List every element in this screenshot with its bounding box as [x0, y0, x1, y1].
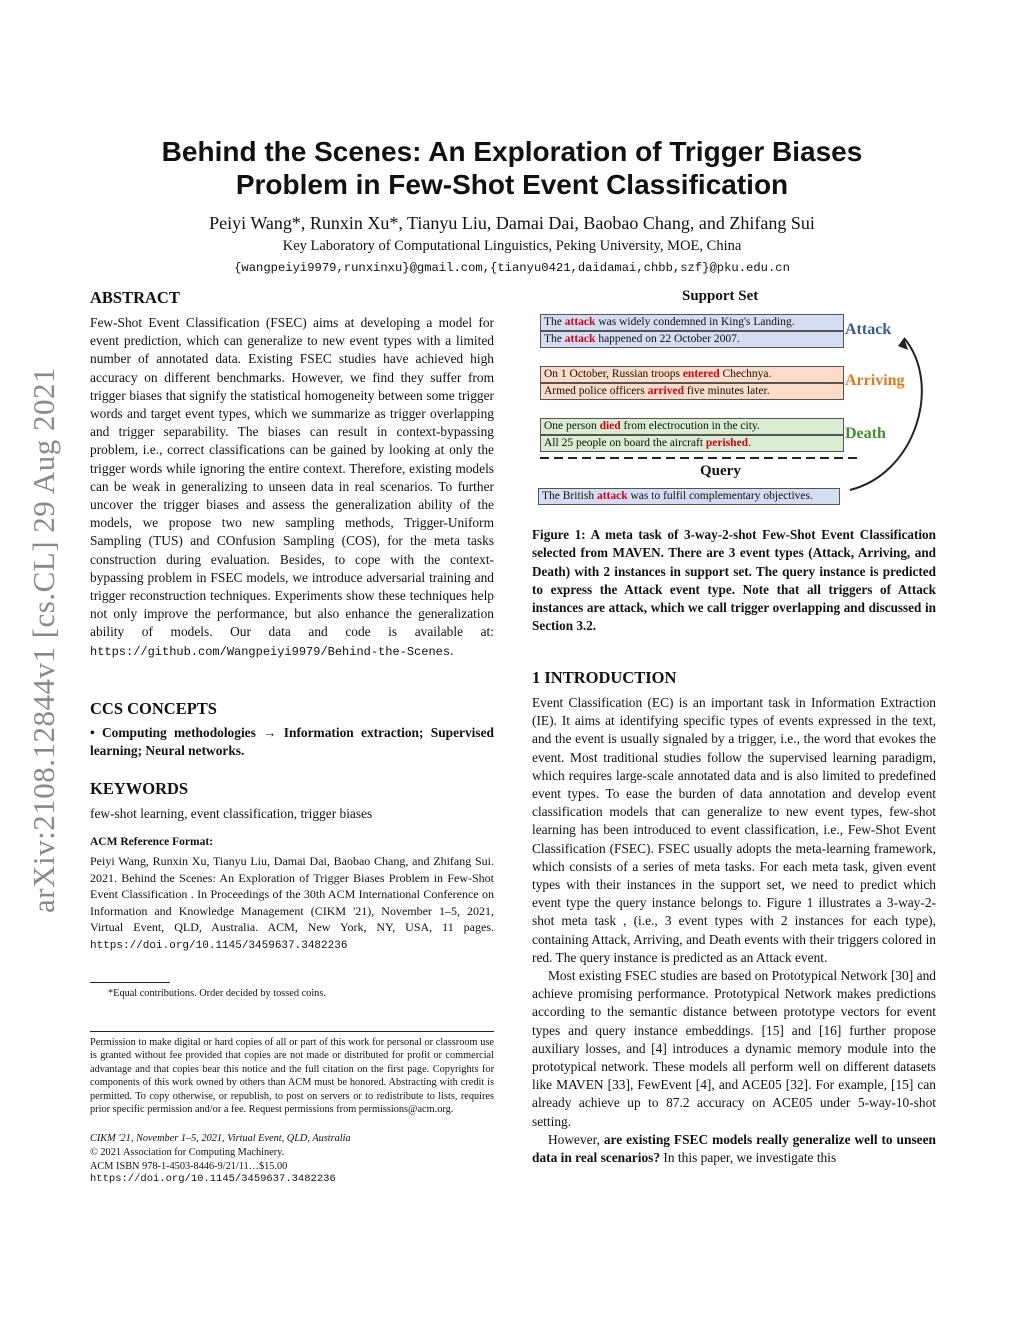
- abstract-url[interactable]: https://github.com/Wangpeiyi9979/Behind-the-Scenes: [90, 644, 451, 659]
- support-set-title: Support Set: [682, 288, 759, 304]
- emails: {wangpeiyi9979,runxinxu}@gmail.com,{tianyu0421,daidamai,chbb,szf}@pku.edu.cn: [234, 261, 790, 275]
- intro-body: [532, 694, 936, 1167]
- support-sentence-arriving-2: Armed police officers arrived five minutes later.: [540, 383, 844, 400]
- support-sentence-death-1: One person died from electrocution in the city.: [540, 418, 844, 435]
- paper-title-line1: Behind the Scenes: An Exploration of Trigger Biases: [161, 136, 863, 167]
- abstract-text: Few-Shot Event Classification (FSEC) aims at developing a model for event prediction, which can generalize to new event types with a limited number of annotated data. Existing FSEC studies have achieved high accuracy on different benchmarks. However, we find they suffer from trigger biases that signify the statistical homogeneity between some trigger words and target event types, which we summarize as trigger overlapping and trigger separability. The biases can result in context-bypassing problem, i.e., correct classifications can be gained by looking at only the trigger words while ignoring the entire context. Therefore, existing models can be weak in generalizing to unseen data in real scenarios. To further uncover the trigger biases and assess the generalization ability of the models, we propose two new sampling methods, Trigger-Uniform Sampling (TUS) and COnfusion Sampling (COS), for the meta tasks construction during evaluation. Besides, to cope with the context-bypassing problem in FSEC models, we introduce adversarial training and trigger reconstruction techniques. Experiments show these techniques help not only improve the performance, but also enhance the generalization ability of models. Our data and code is available at:: [90, 315, 494, 640]
- affiliation: Key Laboratory of Computational Linguistics, Peking University, MOE, China: [282, 238, 742, 254]
- paper-title-line2: Problem in Few-Shot Event Classification: [235, 169, 789, 200]
- keywords-heading: KEYWORDS: [90, 779, 189, 798]
- prediction-arrow: [850, 338, 922, 490]
- permission-doi[interactable]: https://doi.org/10.1145/3459637.3482236: [90, 1173, 336, 1185]
- ccs-text: • Computing methodologies → Information extraction; Supervised learning; Neural networks.: [90, 725, 494, 759]
- arxiv-stamp: arXiv:2108.12844v1 [cs.CL] 29 Aug 2021: [26, 367, 61, 913]
- figure-1: [532, 288, 942, 518]
- intro-paragraph-1: Event Classification (EC) is an important task in Information Extraction (IE). It aims at identifying specific types of events expressed in the text, and the event is usually signaled by a trigger, i.e., the word that evokes the event. Most traditional studies follow the supervised learning paradigm, which requires large-scale annotated data and is also limited to predefined event types. To ease the burden of data annotation and develop event classification models that can generalize to new event types, few-shot learning has been introduced to event classification, i.e., Few-Shot Event Classification (FSEC). FSEC usually adopts the meta-learning framework, which consists of a series of meta tasks. For each meta task, given event types with their instances in the support set, we need to predict which event type the query instance belongs to. Figure 1 illustrates a 3-way-2-shot meta task , (i.e., 3 event types with 2 instances for each type), containing Attack, Arriving, and Death events with their triggers colored in red. The query instance is predicted as an Attack event.: [532, 695, 936, 965]
- authors: Peiyi Wang*, Runxin Xu*, Tianyu Liu, Damai Dai, Baobao Chang, and Zhifang Sui: [209, 213, 815, 233]
- abstract-body: Few-Shot Event Classification (FSEC) aims at developing a model for event prediction, which can generalize to new event types with a limited number of annotated data. Existing FSEC studies have achieved high accuracy on different benchmarks. However, we find they suffer from trigger biases that signify the statistical homogeneity between some trigger words and target event types, which we summarize as trigger overlapping and trigger separability. The biases can result in context-bypassing problem, i.e., correct classifications can be gained by looking at only the trigger words while ignoring the entire context. Therefore, existing models can be weak in generalizing to unseen data in real scenarios. To further uncover the trigger biases and assess the generalization ability of the models, we propose two new sampling methods, Trigger-Uniform Sampling (TUS) and COnfusion Sampling (COS), for the meta tasks construction during evaluation. Besides, to cope with the context-bypassing problem in FSEC models, we introduce adversarial training and trigger reconstruction techniques. Experiments show these techniques help not only improve the performance, but also enhance the generalization ability of models. Our data and code is available at: https://github.com/Wangpeiyi9979/Behind-the-Scenes.: [90, 315, 494, 659]
- permission-rule: [90, 1031, 494, 1032]
- label-attack: Attack: [845, 321, 892, 338]
- intro-paragraph-3: However, are existing FSEC models really generalize well to unseen data in real scenarios? In this paper, we investigate this: [532, 1131, 936, 1166]
- acm-ref-text: Peiyi Wang, Runxin Xu, Tianyu Liu, Damai Dai, Baobao Chang, and Zhifang Sui. 2021. Behind the Scenes: An Exploration of Trigger Biases Problem in Few-Shot Event Classification . In Proceedings of the 30th ACM International Conference on Information and Knowledge Management (CIKM '21), November 1–5, 2021, Virtual Event, QLD, Australia. ACM, New York, NY, USA, 11 pages.: [90, 854, 494, 934]
- acm-ref-doi[interactable]: https://doi.org/10.1145/3459637.3482236: [90, 939, 348, 952]
- acm-ref-heading: ACM Reference Format:: [90, 836, 214, 848]
- query-sentence: The British attack was to fulfil complementary objectives.: [538, 488, 840, 505]
- support-sentence-attack-1: The attack was widely condemned in King's Landing.: [540, 314, 844, 331]
- footnote: *Equal contributions. Order decided by tossed coins.: [108, 988, 326, 999]
- label-arriving: Arriving: [845, 372, 905, 389]
- query-title: Query: [700, 463, 741, 479]
- support-sentence-death-2: All 25 people on board the aircraft perished.: [540, 435, 844, 452]
- permission-text: Permission to make digital or hard copies of all or part of this work for personal or classroom use is granted without fee provided that copies are not made or distributed for profit or commercial advantage and that copies bear this notice and the full citation on the first page. Copyrights for components of this work owned by others than ACM must be honored. Abstracting with credit is permitted. To copy otherwise, or republish, to post on servers or to redistribute to lists, requires prior specific permission and/or a fee. Request permissions from permissions@acm.org.: [90, 1037, 494, 1116]
- permission-isbn: ACM ISBN 978-1-4503-8446-9/21/11…$15.00: [90, 1161, 288, 1172]
- figure-caption: Figure 1: A meta task of 3-way-2-shot Few-Shot Event Classification selected from MAVEN. There are 3 event types (Attack, Arriving, and Death) with 2 instances in support set. The query instance is predicted to express the Attack event type. Note that all triggers of Attack instances are attack, which we call trigger overlapping and discussed in Section 3.2.: [532, 527, 936, 634]
- abstract-heading: ABSTRACT: [90, 288, 180, 307]
- keywords-text: few-shot learning, event classification, trigger biases: [90, 806, 373, 821]
- footnote-rule: [90, 982, 170, 983]
- intro-heading: 1 INTRODUCTION: [532, 668, 677, 687]
- label-death: Death: [845, 425, 886, 442]
- support-sentence-attack-2: The attack happened on 22 October 2007.: [540, 331, 844, 348]
- permission-venue: CIKM '21, November 1–5, 2021, Virtual Event, QLD, Australia: [90, 1133, 351, 1144]
- ccs-heading: CCS CONCEPTS: [90, 699, 217, 718]
- permission-copyright: © 2021 Association for Computing Machinery.: [90, 1147, 285, 1158]
- support-sentence-arriving-1: On 1 October, Russian troops entered Chechnya.: [540, 366, 844, 383]
- figure-graphics: [532, 288, 942, 518]
- acm-ref-body: [90, 853, 494, 954]
- intro-paragraph-2: Most existing FSEC studies are based on Prototypical Network [30] and achieve promising performance. Prototypical Network makes predictions according to the semantic distance between prototype vectors for event types and query instance embeddings. [15] and [16] further propose auxiliary losses, and [4] introduces a dynamic memory module into the prototypical network. These models all perform well on different datasets like MAVEN [33], FewEvent [4], and ACE05 [32]. For example, [15] can already achieve up to 87.2 accuracy on ACE05 under 5-way-10-shot setting.: [532, 968, 936, 1129]
